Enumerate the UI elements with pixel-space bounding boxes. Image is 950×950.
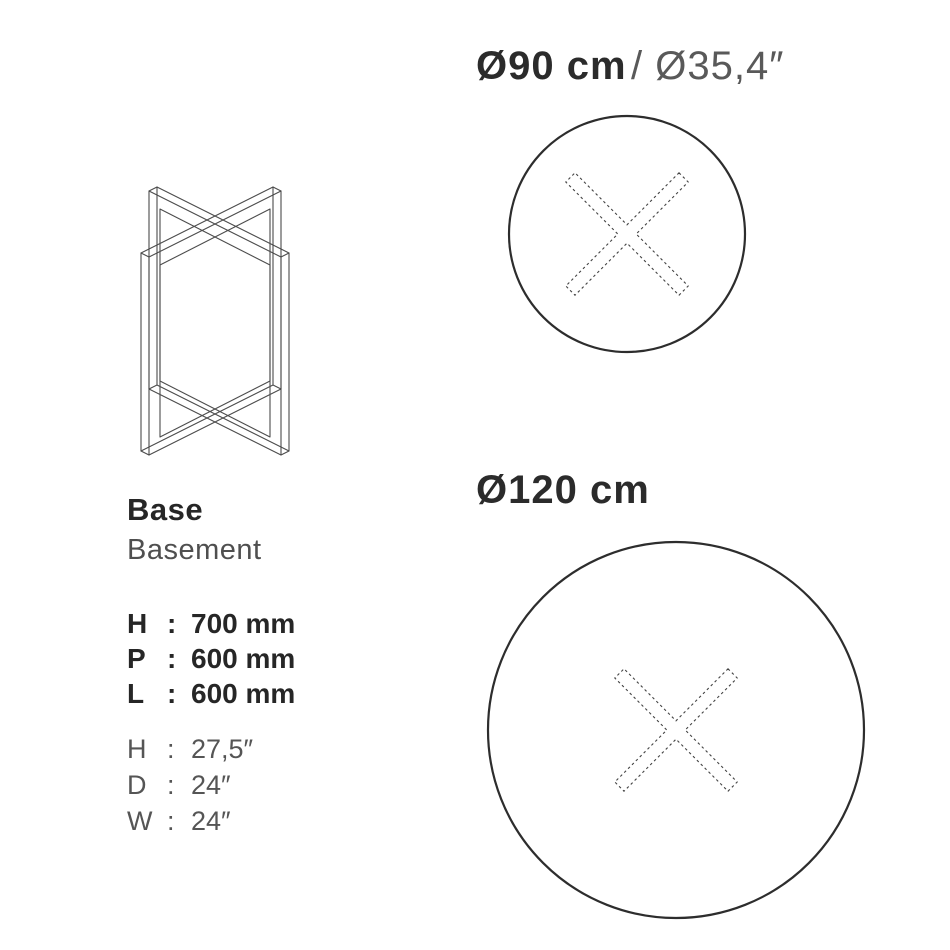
- dimension-value: 700 mm: [191, 608, 296, 639]
- dimension-value: 600 mm: [191, 678, 296, 709]
- base-title: Base: [127, 492, 204, 527]
- tabletop-90-title-imperial: Ø35,4″: [655, 44, 785, 88]
- tabletop-90-diagram: [507, 114, 747, 354]
- metric-dimensions-list: [127, 606, 295, 711]
- base-label-block: [127, 490, 262, 570]
- tabletop-120-outline: [488, 542, 864, 918]
- tabletop-90-title: [476, 44, 784, 89]
- tabletop-120-title-metric: Ø120 cm: [476, 468, 650, 512]
- dimension-row-height-mm: [127, 606, 295, 641]
- base-isometric-drawing: [130, 172, 300, 472]
- base-subtitle: Basement: [127, 534, 262, 566]
- tabletop-120-diagram: [486, 540, 866, 920]
- imperial-dimensions-list: [127, 731, 253, 839]
- dimension-row-height-in: [127, 731, 253, 767]
- base-frame-b: [149, 187, 289, 455]
- tabletop-90-title-separator: /: [630, 44, 644, 88]
- dimension-colon: :: [167, 643, 177, 674]
- dimension-label: W: [127, 806, 153, 836]
- dimension-colon: :: [167, 734, 175, 764]
- dimension-row-width-in: [127, 803, 253, 839]
- base-footprint-x-120: [615, 669, 737, 791]
- dimension-colon: :: [167, 770, 175, 800]
- dimension-label: L: [127, 678, 145, 709]
- dimension-value: 27,5″: [191, 734, 254, 764]
- base-footprint-x-90: [566, 173, 688, 295]
- dimension-value: 600 mm: [191, 643, 296, 674]
- tabletop-120-title: [476, 468, 650, 513]
- tabletop-90-outline: [509, 116, 745, 352]
- dimension-value: 24″: [191, 806, 231, 836]
- dimension-colon: :: [167, 806, 175, 836]
- dimension-label: P: [127, 643, 146, 674]
- dimension-label: H: [127, 608, 148, 639]
- dimension-colon: :: [167, 678, 177, 709]
- base-frame-a: [141, 187, 281, 455]
- dimension-row-depth-in: [127, 767, 253, 803]
- dimension-label: D: [127, 770, 147, 800]
- dimension-colon: :: [167, 608, 177, 639]
- dimension-row-width-mm: [127, 676, 295, 711]
- dimension-label: H: [127, 734, 147, 764]
- dimension-value: 24″: [191, 770, 231, 800]
- dimension-row-depth-mm: [127, 641, 295, 676]
- tabletop-90-title-metric: Ø90 cm: [476, 44, 627, 88]
